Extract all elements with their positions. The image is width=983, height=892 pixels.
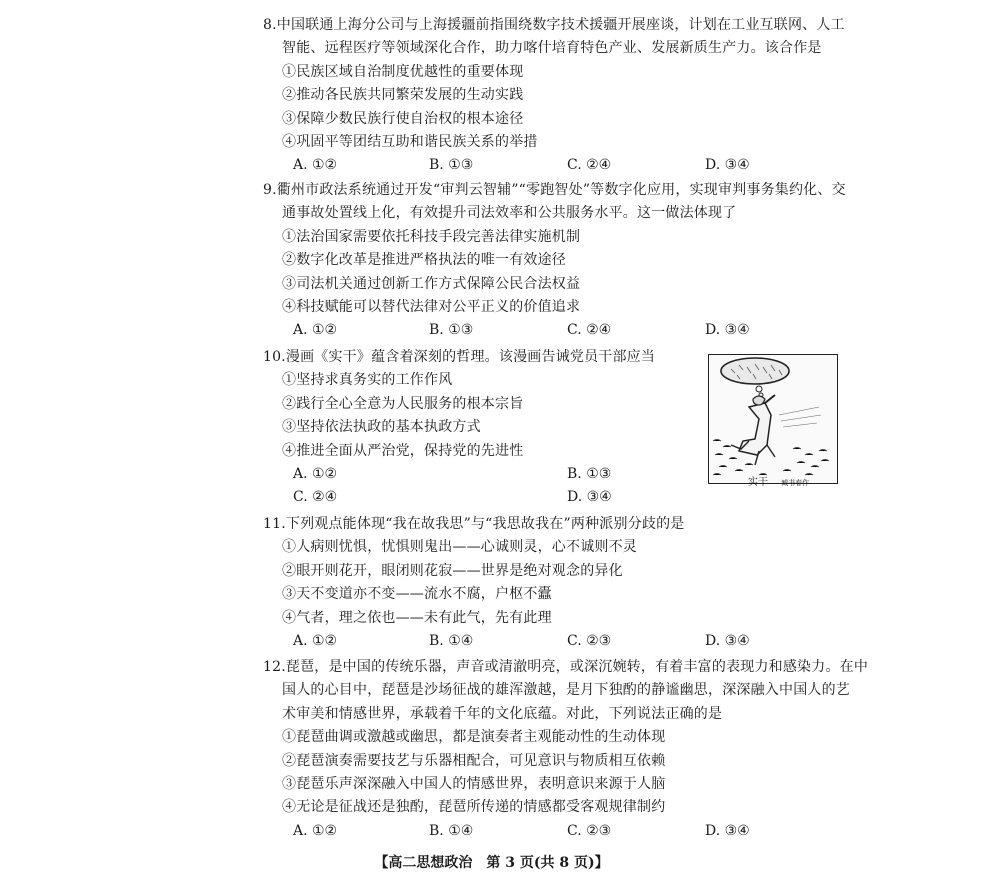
option-statement: ①琵琶曲调或激越或幽思，都是演奏者主观能动性的生动体现 (282, 729, 666, 746)
choice-d: D. ③④ (705, 322, 750, 339)
question-8 (263, 14, 845, 178)
question-stem-line: 10.漫画《实干》蕴含着深刻的哲理。该漫画告诫党员干部应当 (263, 349, 656, 365)
choice-b: B. ①④ (429, 822, 474, 839)
choice-c: C. ②③ (567, 822, 612, 839)
question-stem-line: 通事故处置线上化，有效提升司法效率和公共服务水平。这一做法体现了 (282, 205, 737, 222)
cartoon-title: 实干 (748, 477, 768, 488)
answer-choices (263, 486, 703, 509)
question-stem-line: 术审美和情感世界，承载着千年的文化底蕴。对此，下列说法正确的是 (282, 705, 723, 722)
choice-a: A. ①② (293, 466, 338, 483)
option-statement: ④科技赋能可以替代法律对公平正义的价值追求 (282, 299, 581, 316)
choice-c: C. ②③ (567, 633, 612, 650)
choice-c: C. ②④ (567, 322, 612, 339)
cartoon-illustration (708, 354, 838, 484)
choice-d: D. ③④ (567, 489, 612, 506)
option-statement: ④推进全面从严治党，保持党的先进性 (282, 442, 524, 459)
question-stem-line: 11.下列观点能体现“我在故我思”与“我思故我在”两种派别分歧的是 (263, 516, 685, 532)
cartoon-caption (748, 473, 809, 488)
question-stem-line: 12.琵琶，是中国的传统乐器，声音或清澈明亮，或深沉婉转，有着丰富的表现力和感染力。在中 (263, 659, 869, 675)
question-9 (263, 179, 846, 343)
option-statement: ①坚持求真务实的工作作风 (282, 372, 453, 389)
choice-a: A. ①② (293, 633, 338, 650)
question-10 (263, 346, 703, 510)
question-11 (263, 513, 833, 653)
choice-a: A. ①② (293, 322, 338, 339)
choice-a: A. ①② (293, 822, 338, 839)
option-statement: ④巩固平等团结互助和谐民族关系的举措 (282, 134, 538, 151)
answer-choices (263, 630, 833, 653)
question-stem-line: 9.衢州市政法系统通过开发“审判云智辅”“零跑智处”等数字化应用，实现审判事务集约化、交 (263, 182, 846, 198)
option-statement: ④气者，理之依也——未有此气，先有此理 (282, 609, 552, 626)
option-statement: ②数字化改革是推进严格执法的唯一有效途径 (282, 252, 566, 269)
choice-b: B. ①③ (429, 157, 474, 174)
option-statement: ①法治国家需要依托科技手段完善法律实施机制 (282, 228, 581, 245)
choice-a: A. ①② (293, 157, 338, 174)
option-statement: ③天不变道亦不变——流水不腐，户枢不蠹 (282, 586, 552, 603)
option-statement: ①人病则忧惧，忧惧则鬼出——心诚则灵，心不诚则不灵 (282, 539, 637, 556)
option-statement: ③司法机关通过创新工作方式保障公民合法权益 (282, 275, 581, 292)
choice-d: D. ③④ (705, 157, 750, 174)
option-statement: ②琵琶演奏需要技艺与乐器相配合，可见意识与物质相互依赖 (282, 752, 666, 769)
option-statement: ②眼开则花开，眼闭则花寂——世界是绝对观念的异化 (282, 562, 623, 579)
option-statement: ④无论是征战还是独酌，琵琶所传递的情感都受客观规律制约 (282, 799, 666, 816)
choice-c: C. ②④ (293, 489, 338, 506)
choice-d: D. ③④ (705, 633, 750, 650)
choice-c: C. ②④ (567, 157, 612, 174)
question-12 (263, 656, 869, 843)
option-statement: ②推动各民族共同繁荣发展的生动实践 (282, 87, 524, 104)
option-statement: ②践行全心全意为人民服务的根本宗旨 (282, 395, 524, 412)
answer-choices (263, 463, 703, 486)
answer-choices (263, 154, 833, 177)
answer-choices (263, 820, 833, 843)
choice-b: B. ①④ (429, 633, 474, 650)
option-statement: ③琵琶乐声深深融入中国人的情感世界，表明意识来源于人脑 (282, 776, 666, 793)
question-stem-line: 8.中国联通上海分公司与上海援疆前指围绕数字技术援疆开展座谈，计划在工业互联网、人工 (263, 17, 845, 33)
answer-choices (263, 319, 833, 342)
choice-d: D. ③④ (705, 822, 750, 839)
choice-b: B. ①③ (429, 322, 474, 339)
question-stem-line: 国人的心目中，琵琶是沙场征战的雄浑激越，是月下独酌的静谧幽思，深深融入中国人的艺 (282, 682, 850, 699)
cartoon-drawing (709, 355, 837, 483)
question-stem-line: 智能、远程医疗等领域深化合作，助力喀什培育特色产业、发展新质生产力。该合作是 (282, 40, 822, 57)
cartoon-signature: 臧书春作 (781, 479, 810, 487)
option-statement: ①民族区域自治制度优越性的重要体现 (282, 63, 524, 80)
page-footer: 【高二思想政治 第 3 页(共 8 页)】 (374, 855, 609, 871)
option-statement: ③保障少数民族行使自治权的根本途径 (282, 110, 524, 127)
choice-b: B. ①③ (567, 466, 612, 483)
option-statement: ③坚持依法执政的基本执政方式 (282, 419, 481, 436)
